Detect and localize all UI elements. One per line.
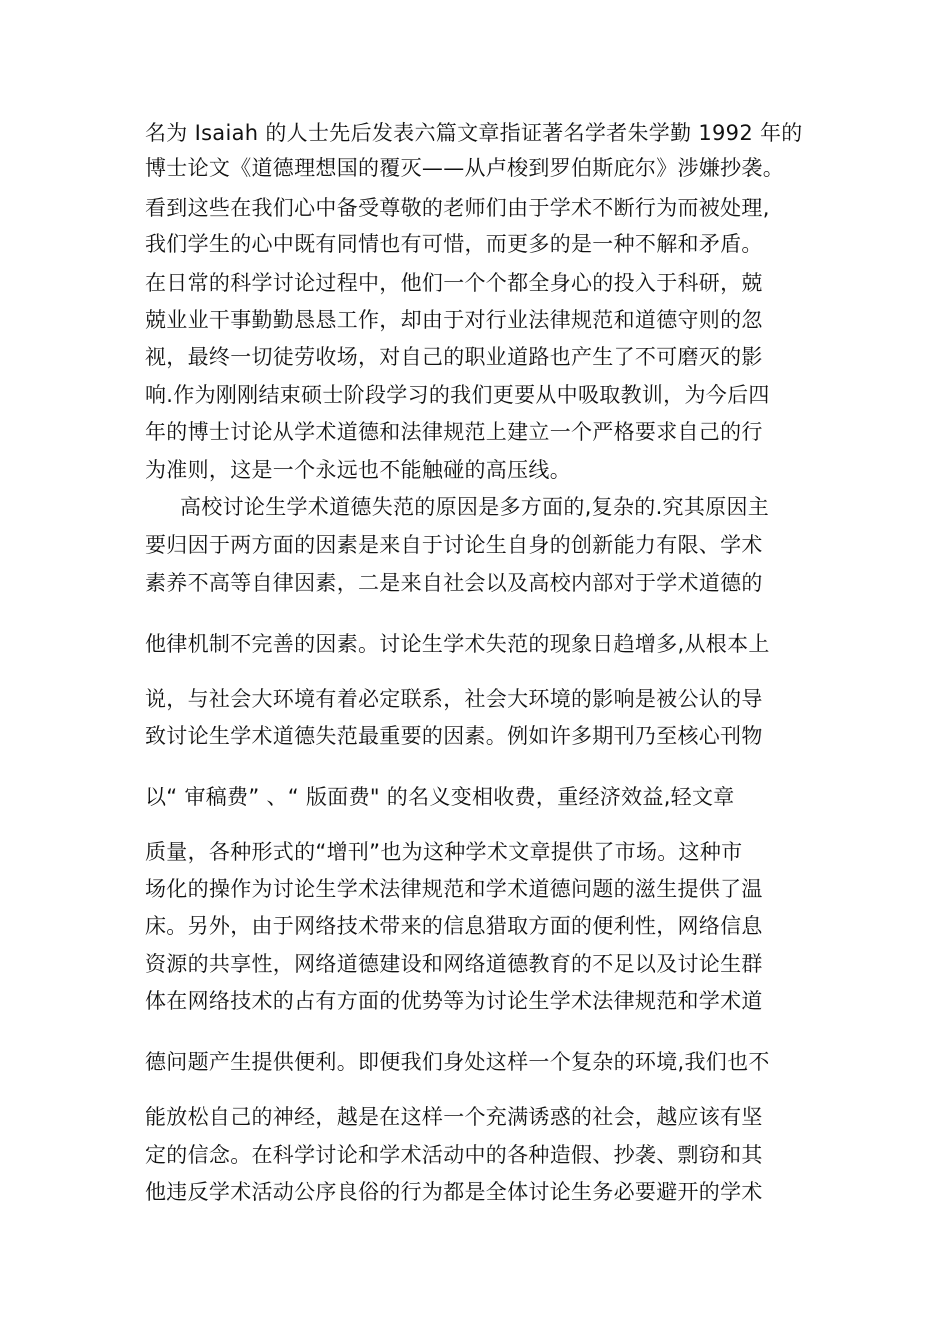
text-line: 看到这些在我们心中备受尊敬的老师们由于学术不断行为而被处理, [145, 196, 770, 220]
text-line: 兢业业干事勤勤恳恳工作，却由于对行业法律规范和道德守则的忽 [145, 308, 763, 332]
text-line: 德问题产生提供便利。即便我们身处这样一个复杂的环境,我们也不 [145, 1050, 770, 1074]
text-line: 我们学生的心中既有同情也有可惜，而更多的是一种不解和矛盾。 [145, 232, 763, 256]
text-line: 能放松自己的神经，越是在这样一个充满诱惑的社会，越应该有坚 [145, 1105, 763, 1129]
text-line: 致讨论生学术道德失范最重要的因素。例如许多期刊乃至核心刊物 [145, 724, 763, 748]
text-line: 素养不高等自律因素，二是来自社会以及高校内部对于学术道德的 [145, 571, 763, 595]
text-line: 说，与社会大环境有着必定联系，社会大环境的影响是被公认的导 [145, 687, 763, 711]
text-line: 在日常的科学讨论过程中，他们一个个都全身心的投入于科研，兢 [145, 271, 763, 295]
text-line: 为准则，这是一个永远也不能触碰的高压线。 [145, 458, 571, 482]
text-line: 响.作为刚刚结束硕士阶段学习的我们更要从中吸取教训，为今后四 [145, 383, 770, 407]
text-line: 年的博士讨论从学术道德和法律规范上建立一个严格要求自己的行 [145, 420, 763, 444]
text-line: 要归因于两方面的因素是来自于讨论生自身的创新能力有限、学术 [145, 533, 763, 557]
text-line: 名为 Isaiah 的人士先后发表六篇文章指证著名学者朱学勤 1992 年的 [145, 121, 803, 145]
text-line: 场化的操作为讨论生学术法律规范和学术道德问题的滋生提供了温 [145, 877, 763, 901]
text-line: 博士论文《道德理想国的覆灭——从卢梭到罗伯斯庇尔》涉嫌抄袭。 [145, 156, 784, 180]
paragraph-first-line: 高校讨论生学术道德失范的原因是多方面的,复杂的.究其原因主 [180, 495, 770, 519]
text-line: 他律机制不完善的因素。讨论生学术失范的现象日趋增多,从根本上 [145, 632, 770, 656]
text-line: 资源的共享性，网络道德建设和网络道德教育的不足以及讨论生群 [145, 952, 763, 976]
text-line: 体在网络技术的占有方面的优势等为讨论生学术法律规范和学术道 [145, 989, 763, 1013]
text-line: 定的信念。在科学讨论和学术活动中的各种造假、抄袭、剽窃和其 [145, 1143, 763, 1167]
text-line: 床。另外，由于网络技术带来的信息猎取方面的便利性，网络信息 [145, 914, 763, 938]
text-line: 视，最终一切徒劳收场，对自己的职业道路也产生了不可磨灭的影 [145, 345, 763, 369]
text-line: 质量，各种形式的“增刊”也为这种学术文章提供了市场。这种市 [145, 840, 743, 864]
text-line: 以“ 审稿费” 、“ 版面费" 的名义变相收费，重经济效益,轻文章 [145, 785, 735, 809]
text-line: 他违反学术活动公序良俗的行为都是全体讨论生务必要避开的学术 [145, 1180, 763, 1204]
